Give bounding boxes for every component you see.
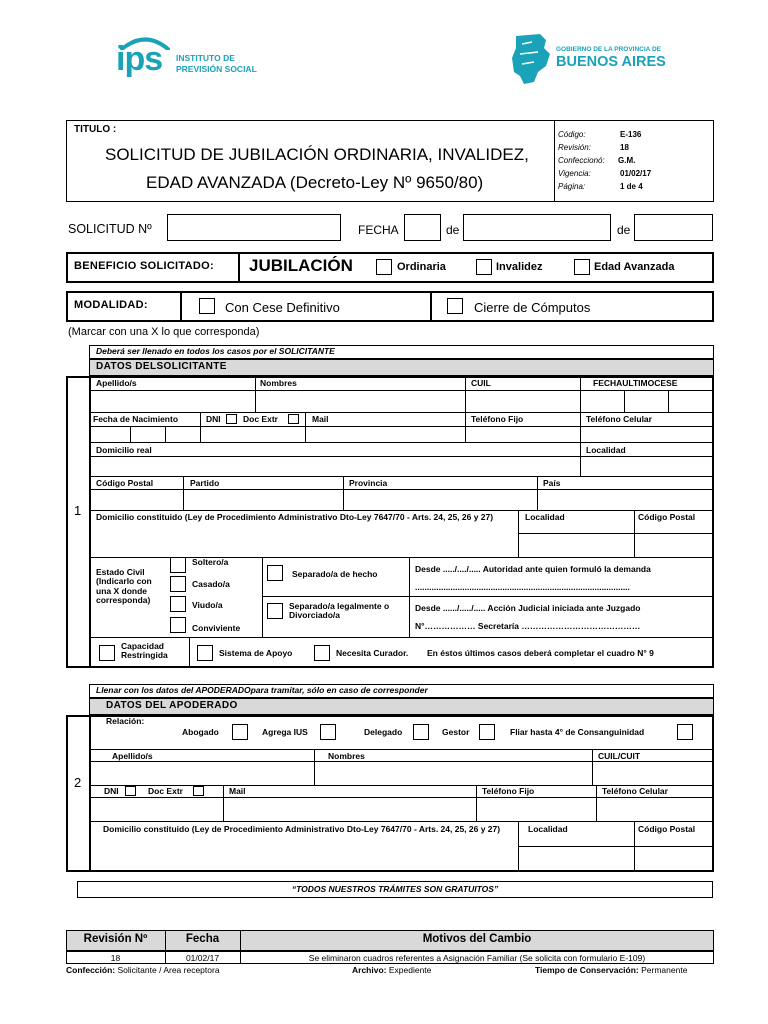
- tiempo-label: Tiempo de Conservación:: [535, 965, 639, 975]
- ordinaria-checkbox[interactable]: [376, 259, 392, 275]
- fecha-label: FECHA: [358, 223, 399, 237]
- solicitante-intro-text: Deberá ser llenado en todos los casos por el SOLICITANTE: [96, 346, 335, 356]
- abogado-checkbox[interactable]: [232, 724, 248, 740]
- archivo-value: Expediente: [386, 965, 432, 975]
- dots1-text: ...........................................................................................: [415, 582, 630, 592]
- fecha-cell: 01/02/17: [185, 953, 220, 963]
- ordinaria-label: Ordinaria: [397, 261, 446, 273]
- nombres-field[interactable]: [256, 391, 464, 411]
- ips-name-line2: PREVISIÓN SOCIAL: [176, 64, 257, 74]
- apoderado-title: DATOS DEL APODERADO: [106, 700, 238, 711]
- agrega-ius-checkbox[interactable]: [320, 724, 336, 740]
- page-title-line1: SOLICITUD DE JUBILACIÓN ORDINARIA, INVALIDEZ,: [105, 145, 529, 164]
- delegado-label: Delegado: [364, 727, 403, 737]
- gov-line1: GOBIERNO DE LA PROVINCIA DE: [556, 46, 661, 53]
- apod-tel-cel-label: Teléfono Celular: [602, 786, 668, 796]
- meta-revision-value: 18: [620, 143, 629, 152]
- motivos-col-header: Motivos del Cambio: [422, 933, 532, 945]
- revision-col-header: Revisión Nº: [83, 933, 148, 945]
- apod-apellidos-field[interactable]: [90, 762, 313, 784]
- apod-tel-fijo-label: Teléfono Fijo: [482, 786, 535, 796]
- invalidez-label: Invalidez: [496, 261, 543, 273]
- cierre-computos-label: Cierre de Cómputos: [474, 300, 591, 315]
- meta-codigo-value: E-136: [620, 130, 642, 139]
- tel-fijo-label: Teléfono Fijo: [471, 414, 524, 424]
- apod-nombres-field[interactable]: [315, 762, 591, 784]
- cese-definitivo-checkbox[interactable]: [199, 298, 215, 314]
- apod-apellidos-label: Apellido/s: [112, 751, 153, 761]
- confeccion-label: Confección:: [66, 965, 116, 975]
- abogado-label: Abogado: [182, 727, 219, 737]
- cuadro-note: En éstos últimos casos deberá completar el cuadro N° 9: [427, 648, 654, 658]
- meta-revision-label: Revisión:: [558, 143, 591, 152]
- viudo-label: Viudo/a: [192, 600, 223, 610]
- localidad2-label: Localidad: [525, 512, 565, 522]
- apellidos-label: Apellido/s: [96, 378, 137, 388]
- modalidad-row: [66, 291, 714, 322]
- meta-vigencia-value: 01/02/17: [620, 169, 652, 178]
- footer-archivo: [352, 965, 431, 975]
- apoderado-intro-text: [96, 686, 428, 695]
- apod-mail-label: Mail: [229, 786, 246, 796]
- apoderado-intro-pre: Llenar con los datos del: [96, 685, 196, 695]
- soltero-label: Soltero/a: [192, 557, 229, 567]
- beneficio-label: BENEFICIO SOLICITADO:: [74, 260, 214, 272]
- apod-localidad-label: Localidad: [528, 824, 568, 834]
- confeccion-value: Solicitante / Area receptora: [115, 965, 220, 975]
- ips-mark: ips: [116, 40, 163, 78]
- section-number-1: 1: [74, 503, 82, 518]
- apoderado-intro-post: para tramitar, sólo en caso de corresponder: [250, 685, 428, 695]
- edad-avanzada-checkbox[interactable]: [574, 259, 590, 275]
- gratuitos-text: “TODOS NUESTROS TRÁMITES SON GRATUITOS”: [291, 884, 499, 894]
- solicitud-number-field[interactable]: [167, 214, 341, 241]
- relacion-label: Relación:: [106, 716, 145, 726]
- ips-name-line1: INSTITUTO DE: [176, 53, 235, 63]
- dni-label: DNI: [206, 414, 221, 424]
- apod-cuil-field[interactable]: [593, 762, 713, 784]
- cuil-label: CUIL: [471, 378, 491, 388]
- codigo-postal-label: Código Postal: [96, 478, 154, 488]
- apod-nombres-label: Nombres: [328, 751, 365, 761]
- sistema-apoyo-label: Sistema de Apoyo: [219, 648, 293, 658]
- apod-cuil-label: CUIL/CUIT: [598, 751, 641, 761]
- fliar-checkbox[interactable]: [677, 724, 693, 740]
- apod-doc-extr-checkbox[interactable]: [193, 786, 204, 796]
- revision-cell: 18: [110, 953, 121, 963]
- separado-legal-label: Separado/a legalmente o Divorciado/a: [289, 601, 390, 621]
- meta-confecciono-label: Confeccionó:: [558, 156, 605, 165]
- de-label-1: de: [446, 223, 460, 237]
- mail-label: Mail: [312, 414, 329, 424]
- apod-doc-extr-label: Doc Extr: [148, 786, 183, 796]
- page-title-line2: EDAD AVANZADA (Decreto-Ley Nº 9650/80): [146, 173, 484, 192]
- meta-codigo-label: Código:: [558, 130, 586, 139]
- gestor-label: Gestor: [442, 727, 470, 737]
- doc-extr-label: Doc Extr: [243, 414, 278, 424]
- delegado-checkbox[interactable]: [413, 724, 429, 740]
- modalidad-label: MODALIDAD:: [74, 299, 148, 311]
- fecha-nac-label: Fecha de Nacimiento: [93, 414, 179, 424]
- domicilio-real-label: Domicilio real: [96, 445, 152, 455]
- capacidad-label: Capacidad Restringida: [121, 641, 168, 661]
- separado-hecho-checkbox[interactable]: [267, 565, 283, 581]
- fecha-day-field[interactable]: [404, 214, 441, 241]
- section-number-2: 2: [74, 775, 82, 790]
- apellidos-field[interactable]: [90, 391, 254, 411]
- partido-label: Partido: [190, 478, 220, 488]
- necesita-curador-checkbox[interactable]: [314, 645, 330, 661]
- gov-line2: BUENOS AIRES: [556, 54, 666, 70]
- invalidez-checkbox[interactable]: [476, 259, 492, 275]
- nombres-label: Nombres: [260, 378, 297, 388]
- pais-label: País: [543, 478, 561, 488]
- necesita-curador-label: Necesita Curador.: [336, 648, 409, 658]
- cierre-computos-checkbox[interactable]: [447, 298, 463, 314]
- fliar-label: Fliar hasta 4° de Consanguinidad: [510, 727, 645, 737]
- conviviente-checkbox[interactable]: [170, 617, 186, 633]
- casado-checkbox[interactable]: [170, 576, 186, 592]
- dni-checkbox[interactable]: [226, 414, 237, 424]
- soltero-checkbox[interactable]: [170, 557, 186, 573]
- fecha-month-field[interactable]: [463, 214, 611, 241]
- fecha-ultimo-cese-label: FECHAULTIMOCESE: [593, 378, 678, 388]
- meta-vigencia-label: Vigencia:: [558, 169, 591, 178]
- apod-codigo-postal-label: Código Postal: [638, 824, 696, 834]
- apod-dni-checkbox[interactable]: [125, 786, 136, 796]
- marcar-note: (Marcar con una X lo que corresponda): [68, 326, 260, 338]
- tiempo-value: Permanente: [638, 965, 688, 975]
- fecha-col-header: Fecha: [185, 933, 220, 945]
- motivos-cell: Se eliminaron cuadros referentes a Asignación Familiar (Se solicita con formulario E-109): [308, 953, 646, 963]
- cuil-field[interactable]: [466, 391, 579, 411]
- beneficio-value: JUBILACIÓN: [249, 256, 353, 275]
- tel-cel-label: Teléfono Celular: [586, 414, 652, 424]
- edad-avanzada-label: Edad Avanzada: [594, 261, 675, 273]
- capacidad-checkbox[interactable]: [99, 645, 115, 661]
- viudo-checkbox[interactable]: [170, 596, 186, 612]
- separado-hecho-label: Separado/a de hecho: [292, 569, 378, 579]
- separado-legal-checkbox[interactable]: [267, 603, 283, 619]
- provincia-label: Provincia: [349, 478, 388, 488]
- titulo-label: TITULO :: [74, 124, 117, 135]
- ips-logo: [116, 36, 276, 82]
- footer-confeccion: [66, 965, 220, 975]
- de-label-2: de: [617, 223, 631, 237]
- num-secretaria-text: N°……………… Secretaría ……………………………………: [415, 621, 641, 631]
- desde1-text: Desde ...../..../..... Autoridad ante quien formuló la demanda: [415, 564, 651, 574]
- conviviente-label: Conviviente: [192, 623, 241, 633]
- apod-domicilio-label: Domicilio constituido (Ley de Procedimiento Administrativo Dto-Ley 7647/70 - Arts. 24, 25, 26 y 27): [103, 824, 501, 834]
- estado-civil-label: Estado Civil (Indicarlo con una X donde corresponda): [96, 567, 152, 606]
- apoderado-intro-bold: APODERADO: [195, 685, 251, 695]
- casado-label: Casado/a: [192, 579, 230, 589]
- archivo-label: Archivo:: [352, 965, 387, 975]
- apod-dni-label: DNI: [104, 786, 119, 796]
- footer-tiempo: [535, 965, 687, 975]
- domicilio-constituido-label: Domicilio constituido (Ley de Procedimiento Administrativo Dto-Ley 7647/70 - Arts. 24, 25, 26 y 27): [96, 512, 494, 522]
- cese-definitivo-label: Con Cese Definitivo: [225, 300, 340, 315]
- sistema-apoyo-checkbox[interactable]: [197, 645, 213, 661]
- doc-extr-checkbox[interactable]: [288, 414, 299, 424]
- agrega-ius-label: Agrega IUS: [262, 727, 308, 737]
- localidad-label: Localidad: [586, 445, 626, 455]
- meta-confecciono-value: G.M.: [618, 156, 636, 165]
- codigo-postal2-label: Código Postal: [638, 512, 696, 522]
- solicitud-label: SOLICITUD Nº: [68, 222, 152, 236]
- solicitante-title: DATOS DELSOLICITANTE: [96, 361, 227, 372]
- gba-logo: [510, 32, 670, 88]
- province-map-icon: [510, 32, 552, 86]
- meta-pagina-value: 1 de 4: [620, 182, 643, 191]
- gestor-checkbox[interactable]: [479, 724, 495, 740]
- meta-pagina-label: Página:: [558, 182, 586, 191]
- fecha-year-field[interactable]: [634, 214, 713, 241]
- desde2-text: Desde ....../...../..... Acción Judicial iniciada ante Juzgado: [415, 603, 641, 613]
